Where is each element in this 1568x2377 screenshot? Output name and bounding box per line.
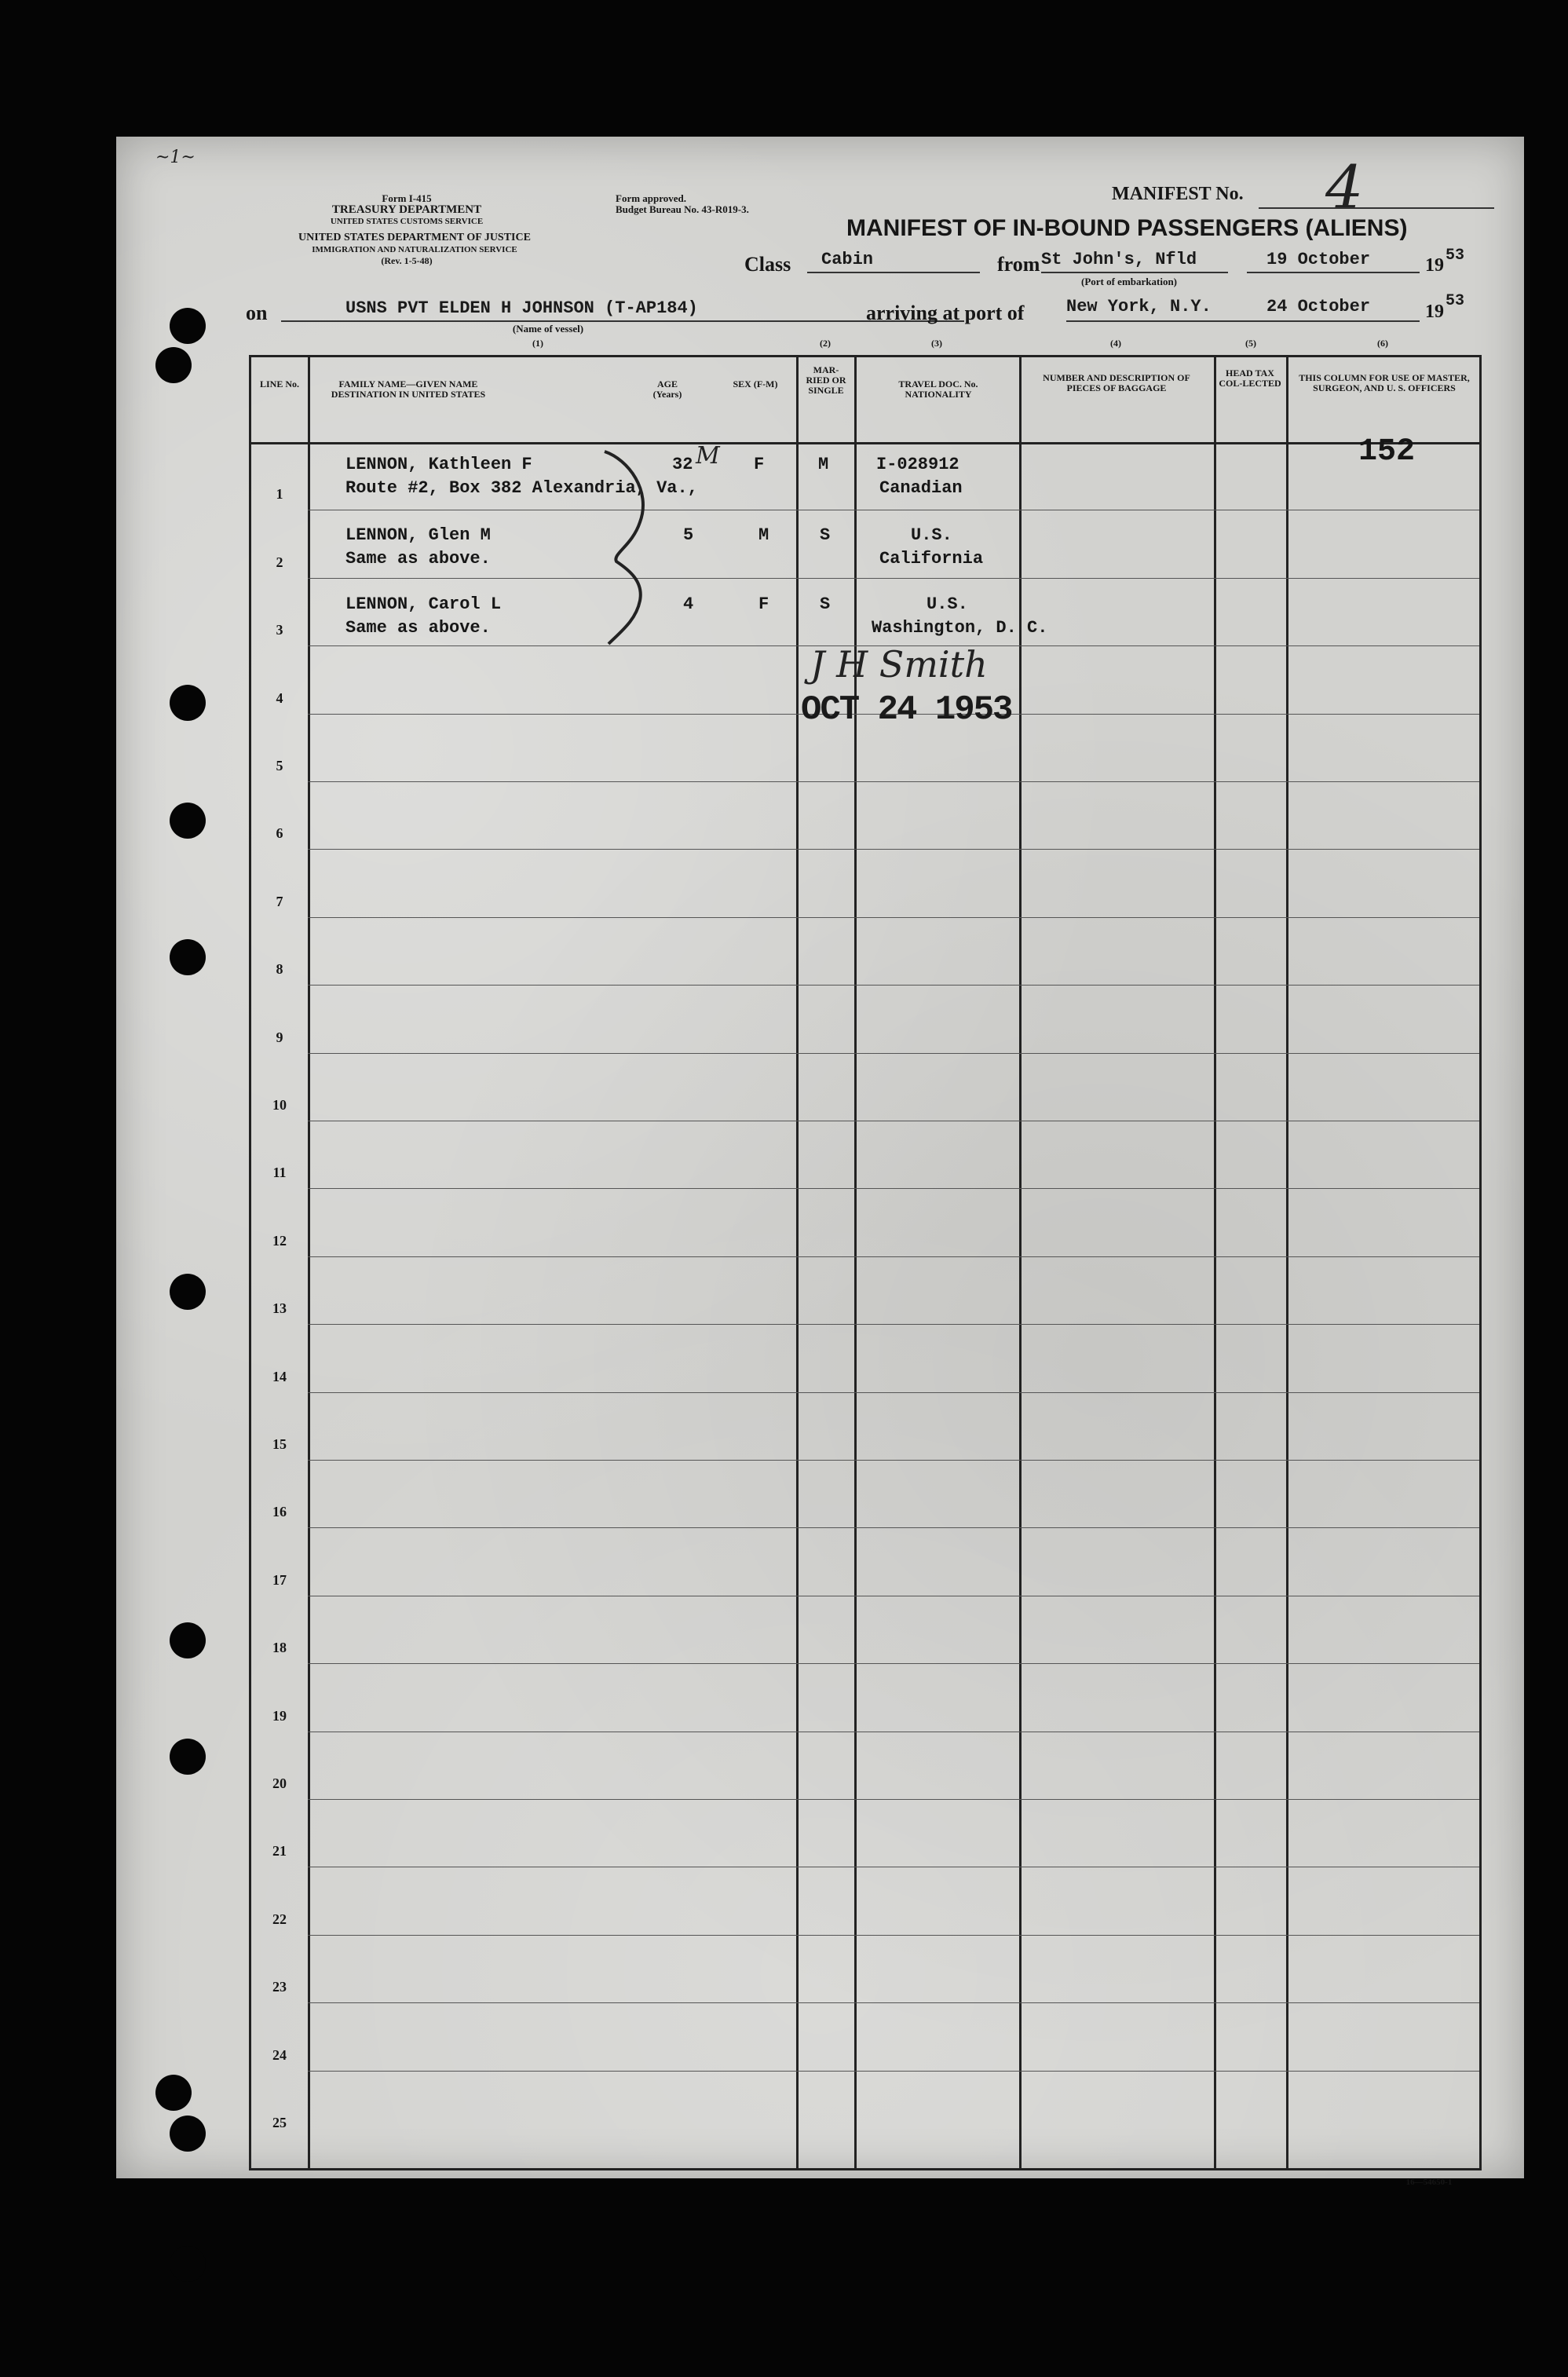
row-line [308,1663,1479,1664]
port-embarkation-note: (Port of embarkation) [1080,276,1178,287]
row-line [308,1324,1479,1325]
row-line [308,1460,1479,1461]
on-label: on [246,302,268,324]
naturalization-service: IMMIGRATION AND NATURALIZATION SERVICE [312,245,517,254]
row-line [308,1799,1479,1800]
col-header-line: LINE No. [259,378,299,389]
punch-hole [170,803,206,839]
customs-service: UNITED STATES CUSTOMS SERVICE [330,217,484,226]
col-number-6: (6) [1377,338,1388,349]
treasury-department: TREASURY DEPARTMENT [331,203,482,216]
row-line [308,578,1479,579]
punch-hole [170,1739,206,1775]
col-header-name: FAMILY NAME—GIVEN NAME DESTINATION IN UNITED STATES [331,378,486,400]
arrival-date: 24 October [1266,297,1371,316]
line-number: 9 [276,1029,283,1045]
col-divider [1214,357,1216,2168]
line-number: 4 [276,689,283,706]
row-line [308,985,1479,986]
line-number: 25 [272,2115,287,2130]
line-number: 8 [276,961,283,978]
class-label: Class [744,253,791,276]
col-header-baggage: NUMBER AND DESCRIPTION OF PIECES OF BAGGAGE [1043,372,1190,393]
line-number: 7 [276,893,283,909]
punch-hole [170,939,206,975]
arrival-year-prefix: 19 [1425,302,1444,322]
form-number: Form I-415 [382,192,432,204]
col-number-2: (2) [820,338,831,349]
passenger-1-destination: Route #2, Box 382 Alexandria, Va., [345,478,698,498]
punch-hole [170,2116,206,2152]
officer-entry-number: 152 [1358,434,1416,470]
col-divider [1286,357,1288,2168]
departure-date: 19 October [1266,250,1371,269]
form-approved: Form approved. [616,192,687,204]
row-line [308,1256,1479,1257]
line-number: 5 [276,758,283,773]
col-divider [308,357,310,2168]
line-number: 10 [272,1097,287,1113]
passenger-2-destination: Same as above. [345,549,491,569]
passenger-1-name: LENNON, Kathleen F [345,455,532,474]
line-number: 16 [272,1504,287,1520]
budget-bureau: Budget Bureau No. 43-R019-3. [616,203,749,215]
punch-hole [155,347,192,383]
passenger-1-travel-doc: I-028912 [876,455,959,474]
row-line [308,1392,1479,1393]
row-line [308,1053,1479,1054]
col-divider [854,357,857,2168]
manifest-no-value: 4 [1325,152,1364,222]
handwritten-bracket [597,444,667,648]
passenger-table [249,338,1482,2187]
vessel-name: USNS PVT ELDEN H JOHNSON (T-AP184) [345,298,698,318]
line-number: 15 [272,1436,287,1452]
col-header-headtax: HEAD TAX COL-LECTED [1219,368,1281,389]
line-number: 2 [276,554,283,570]
row-line [308,917,1479,918]
passenger-3-marital: S [820,594,831,614]
vessel-name-note: (Name of vessel) [512,323,584,335]
line-number: 21 [272,1843,287,1860]
row-line [308,1527,1479,1528]
vessel-underline [281,320,964,322]
row-line [308,2002,1479,2003]
departure-year-prefix: 19 [1425,255,1444,276]
row-line [308,781,1479,782]
passenger-2-nationality: California [879,549,984,569]
line-number: 1 [276,486,283,503]
date-stamp: OCT 24 1953 [801,690,1012,730]
passenger-1-age: 32 [672,455,693,474]
passenger-3-name: LENNON, Carol L [345,594,502,614]
date-underline [1247,272,1420,273]
inspector-signature: J H Smith [810,643,988,686]
line-number: 19 [272,1707,287,1724]
line-number: 12 [272,1232,287,1249]
passenger-2-name: LENNON, Glen M [345,525,491,545]
col-number-3: (3) [931,338,942,349]
col-number-4: (4) [1110,338,1121,349]
arriving-label: arriving at port of [866,302,1025,324]
footer-code: 16—54650-1 [1405,2178,1453,2187]
arrival-year-suffix: 53 [1446,292,1465,310]
punch-hole [170,2246,206,2282]
col-header-officers: THIS COLUMN FOR USE OF MASTER, SURGEON, AND U. S. OFFICERS [1299,372,1470,393]
passenger-2-sex: M [758,525,769,545]
class-underline [807,272,980,273]
passenger-3-nationality: Washington, D. C. [872,618,1048,638]
line-number: 20 [272,1775,287,1791]
line-number: 23 [272,1979,287,1995]
line-number: 13 [272,1300,287,1317]
row-line [308,1935,1479,1936]
passenger-3-travel-doc: U.S. [927,594,968,614]
row-line [308,849,1479,850]
line-number: 18 [272,1640,287,1656]
line-number: 22 [272,1911,287,1927]
line-number: 11 [272,1165,287,1181]
arrival-port: New York, N.Y. [1066,297,1212,316]
from-port: St John's, Nfld [1041,250,1197,269]
punch-hole [155,2075,192,2111]
passenger-2-marital: S [820,525,831,545]
col-header-age: AGE (Years) [652,378,682,400]
line-number: 14 [272,1368,287,1384]
department-of-justice: UNITED STATES DEPARTMENT OF JUSTICE [298,232,531,243]
passenger-3-age: 4 [683,594,694,614]
passenger-1-sex: F [754,455,765,474]
header-rule [251,442,1479,444]
punch-hole [170,308,206,344]
revision-date: (Rev. 1-5-48) [381,255,433,266]
manifest-no-label: MANIFEST No. [1112,184,1244,204]
passenger-2-age: 5 [683,525,694,545]
col-header-married: MAR-RIED OR SINGLE [806,364,846,396]
col-number-1: (1) [532,338,543,349]
punch-hole [170,1622,206,1658]
class-value: Cabin [821,250,874,269]
col-header-sex: SEX (F-M) [733,378,778,389]
passenger-3-destination: Same as above. [345,618,491,638]
passenger-3-sex: F [758,594,769,614]
col-divider [796,357,799,2168]
departure-year-suffix: 53 [1446,247,1465,265]
passenger-1-age-mark: M [696,442,720,470]
line-number: 24 [272,2046,287,2063]
from-underline [1041,272,1228,273]
passenger-1-marital: M [818,455,829,474]
from-label: from [997,253,1040,276]
passenger-1-nationality: Canadian [879,478,963,498]
manifest-title: MANIFEST OF IN-BOUND PASSENGERS (ALIENS) [846,215,1408,241]
margin-mark: ~1~ [155,148,196,167]
col-header-travel: TRAVEL DOC. No. NATIONALITY [898,378,978,400]
col-number-5: (5) [1245,338,1256,349]
passenger-2-travel-doc: U.S. [911,525,952,545]
line-number: 3 [276,622,283,638]
row-line [308,2071,1479,2072]
line-number: 17 [272,1571,287,1588]
manifest-no-line [1259,207,1494,209]
punch-hole [170,1274,206,1310]
line-number: 6 [276,825,283,842]
row-line [308,1188,1479,1189]
punch-hole [170,685,206,721]
arrival-underline [1066,320,1420,322]
